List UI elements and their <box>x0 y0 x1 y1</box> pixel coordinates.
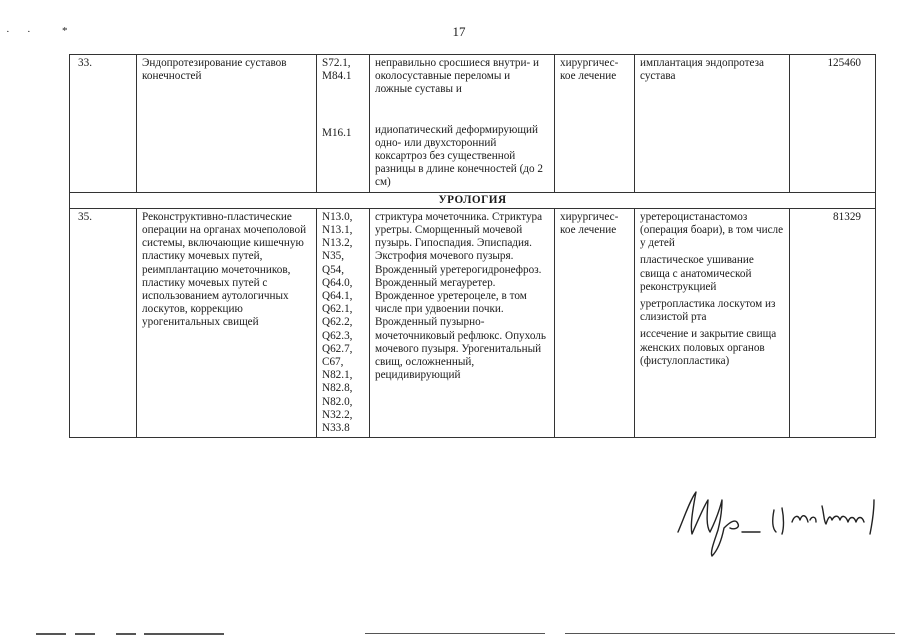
patient-model: стриктура мочеточника. Стриктура уретры. Сморщенный мочевой пузырь. Гипоспадия. Эписпадия. Экстрофия мочевого пузыря. Врожденный уретерогидронефроз. Врожденный мегауретер. Врожденное уретероцеле, в том числе при удвоении почки. Врожденный пузырно-мочеточниковый рефлюкс. Опухоль мочевого пузыря. Урогенитальный свищ, осложненный, рецидивирующий <box>370 208 555 437</box>
icd-codes: N13.0, N13.1, N13.2, N35, Q54, Q64.0, Q64.1, Q62.1, Q62.2, Q62.3, Q62.7, C67, N82.1, N82.8, N82.0, N32.2, N33.8 <box>317 208 370 437</box>
patient-model-b: идиопатический деформирующий одно- или двухсторонний коксартроз без существенной разницы в длине конечностей (до 2 см) <box>375 123 543 189</box>
scan-edge-mark <box>75 633 95 635</box>
scan-mark: · <box>6 26 10 38</box>
procedure-name: Реконструктивно-пластические операции на органах мочеполовой системы, включающие кишечную пластику мочевых путей, реимплантацию мочеточников, пластику мочевых путей с использованием аутологичных лоскутов, коррекцию урогенитальных свищей <box>137 208 317 437</box>
treatment-type: хирургичес-кое лечение <box>555 208 635 437</box>
icd-codes <box>317 55 370 193</box>
icd-codes-a: S72.1, M84.1 <box>322 57 352 83</box>
method-item: уретропластика лоскутом из слизистой рта <box>640 298 776 324</box>
section-row <box>70 192 876 208</box>
cost-value: 81329 <box>790 208 876 437</box>
scan-edge-mark <box>36 633 66 635</box>
treatment-methods <box>635 208 790 437</box>
procedures-table <box>69 54 876 438</box>
scan-mark: · <box>27 26 31 38</box>
table-row <box>70 208 876 437</box>
page-number: 17 <box>452 24 466 39</box>
scan-edge-mark <box>144 633 224 635</box>
patient-model-a: неправильно сросшиеся внутри- и околосуставные переломы и ложные суставы и <box>375 57 539 96</box>
method-item: уретероцистанастомоз (операция боари), в том числе у детей <box>640 210 784 250</box>
treatment-method: имплантация эндопротеза сустава <box>635 55 790 193</box>
scan-mark: * <box>62 25 68 37</box>
icd-codes-b: M16.1 <box>322 127 352 140</box>
section-title: УРОЛОГИЯ <box>70 192 876 208</box>
row-number: 33. <box>70 55 137 193</box>
scan-edge-mark <box>116 633 136 635</box>
scan-edge-mark <box>565 633 895 634</box>
table-row <box>70 55 876 193</box>
treatment-type: хирургичес-кое лечение <box>555 55 635 193</box>
handwritten-signature <box>660 470 900 560</box>
procedure-name: Эндопротезирование суставов конечностей <box>137 55 317 193</box>
cost-value: 125460 <box>790 55 876 193</box>
patient-model <box>370 55 555 193</box>
method-item: пластическое ушивание свища с анатомической реконструкцией <box>640 254 754 293</box>
scan-edge-mark <box>365 633 545 634</box>
row-number: 35. <box>70 208 137 437</box>
method-item: иссечение и закрытие свища женских половых органов (фистулопластика) <box>640 328 777 367</box>
